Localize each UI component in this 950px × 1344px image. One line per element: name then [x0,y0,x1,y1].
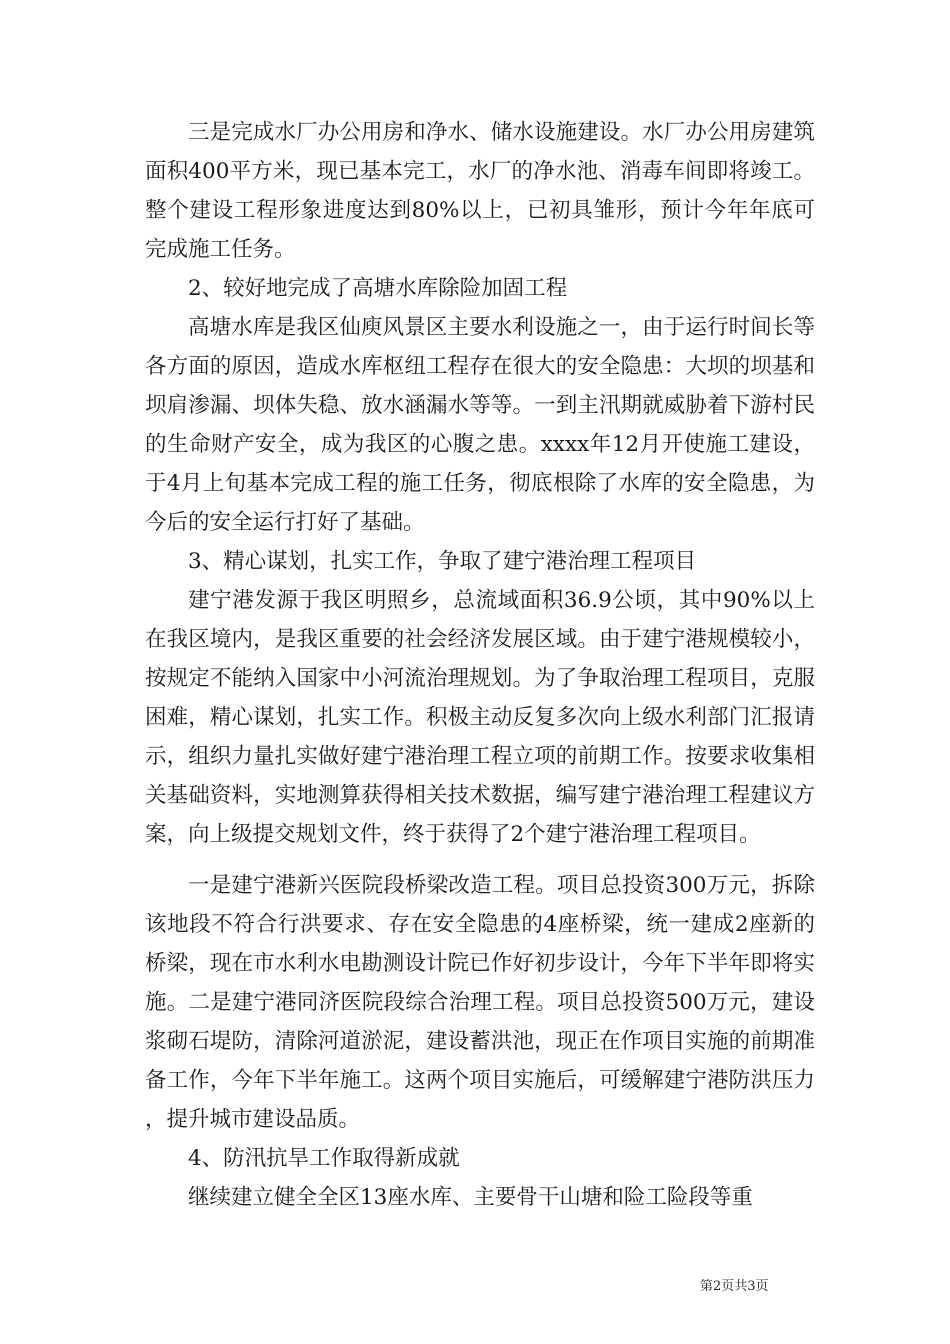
paragraph-flood-drought-control: 继续建立健全全区13座水库、主要骨干山塘和险工险段等重 [188,1185,753,1210]
paragraph-gaotang-reservoir: 高塘水库是我区仙庾风景区主要水利设施之一，由于运行时间长等各方面的原因，造成水库枢纽工程存在很大的安全隐患：大坝的坝基和坝肩渗漏、坝体失稳、放水涵漏水等等。一到主汛期就威胁着下游村民的生命财产安全，成为我区的心腹之患。xxxx年12月开使施工建设，于4月上旬基本完成工程的施工任务，彻底根除了水库的安全隐患，为今后的安全运行打好了基础。 [145,315,815,535]
paragraph-jianninggang-project: 建宁港发源于我区明照乡，总流域面积36.9公顷，其中90%以上在我区境内，是我区重要的社会经济发展区域。由于建宁港规模较小，按规定不能纳入国家中小河流治理规划。为了争取治理工程项目，克服困难，精心谋划，扎实工作。积极主动反复多次向上级水利部门汇报请示，组织力量扎实做好建宁港治理工程立项的前期工作。按要求收集相关基础资料，实地测算获得相关技术数据，编写建宁港治理工程建议方案，向上级提交规划文件，终于获得了2个建宁港治理工程项目。 [145,588,815,847]
heading-flood-drought-control: 4、防汛抗旱工作取得新成就 [188,1146,460,1171]
page-number-footer: 第2页共3页 [700,1279,769,1294]
heading-jianninggang-project: 3、精心谋划，扎实工作，争取了建宁港治理工程项目 [188,549,697,574]
document-body [145,113,815,1217]
paragraph-water-plant-office: 三是完成水厂办公用房和净水、储水设施建设。水厂办公用房建筑面积400平方米，现已基本完工，水厂的净水池、消毒车间即将竣工。整个建设工程形象进度达到80%以上，已初具雏形，预计今年年底可完成施工任务。 [145,120,815,262]
paragraph-bridge-renovation: 一是建宁港新兴医院段桥梁改造工程。项目总投资300万元，拆除该地段不符合行洪要求、存在安全隐患的4座桥梁，统一建成2座新的桥梁，现在市水利水电勘测设计院已作好初步设计，今年下半年即将实施。二是建宁港同济医院段综合治理工程。项目总投资500万元，建设浆砌石堤防，清除河道淤泥，建设蓄洪池，现正在作项目实施的前期准备工作，今年下半年施工。这两个项目实施后，可缓解建宁港防洪压力，提升城市建设品质。 [145,873,815,1132]
heading-gaotang-reservoir: 2、较好地完成了高塘水库除险加固工程 [188,276,568,301]
